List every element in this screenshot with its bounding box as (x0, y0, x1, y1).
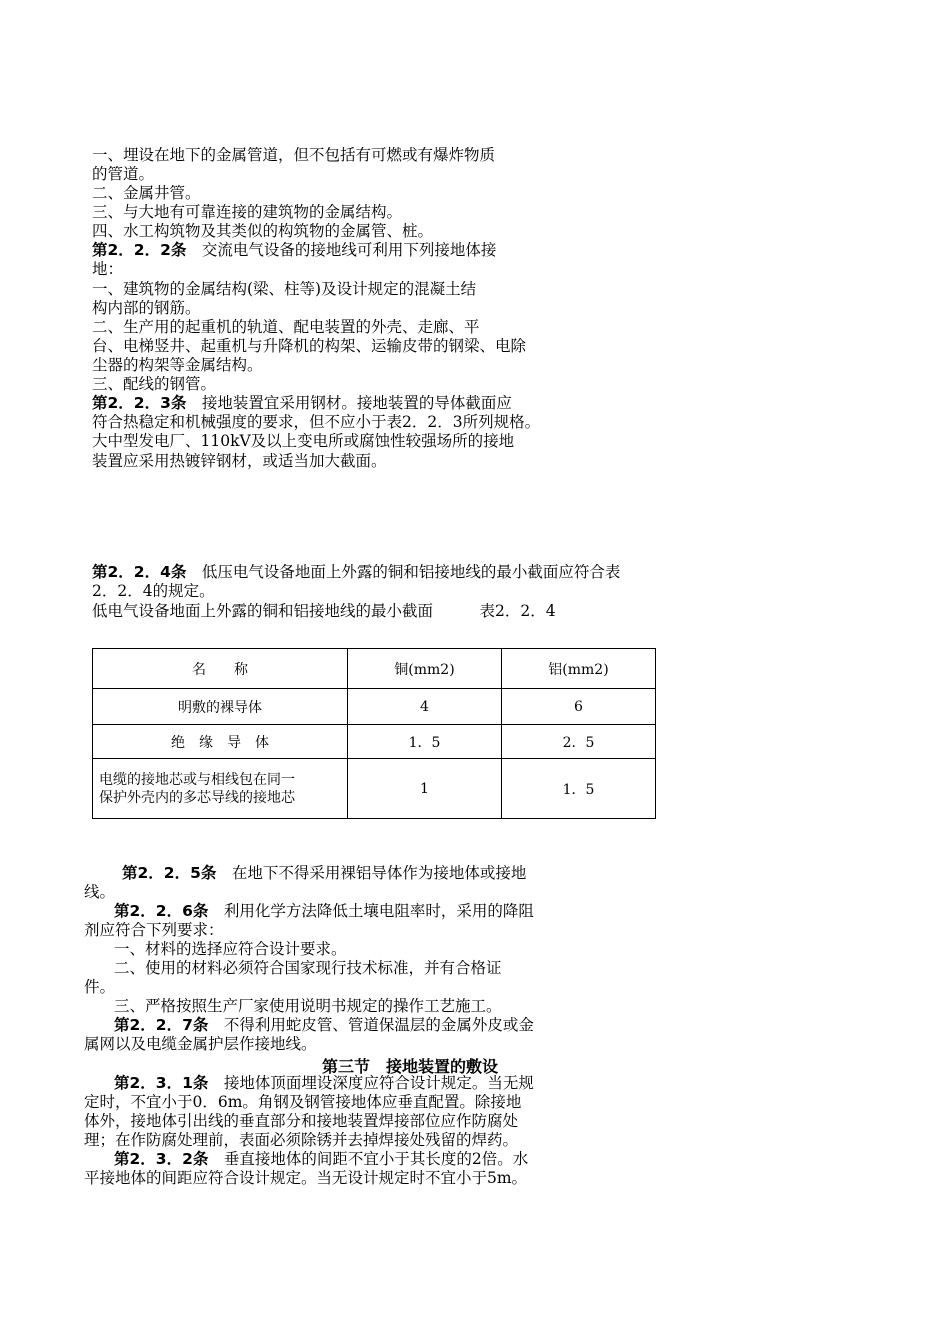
cell-aluminum: 6 (501, 689, 655, 725)
table-caption: 低电气设备地面上外露的铜和铝接地线的最小截面 表2．2．4 (92, 602, 556, 620)
article-number: 第2．3．2条 (114, 1150, 209, 1168)
article-text: 交流电气设备的接地线可利用下列接地体接 (186, 241, 497, 259)
article-2-2-5 (122, 864, 526, 883)
cell-name (93, 759, 348, 819)
min-section-table (92, 648, 656, 819)
text-line: 剂应符合下列要求： (84, 921, 224, 939)
article-text: 低压电气设备地面上外露的铜和铝接地线的最小截面应符合表 (186, 563, 621, 581)
cell-aluminum: 2．5 (501, 725, 655, 759)
article-text: 在地下不得采用裸铝导体作为接地体或接地 (216, 864, 527, 882)
header-copper: 铜(mm2) (348, 649, 502, 689)
text-line: 四、水工构筑物及其类似的构筑物的金属管、桩。 (92, 222, 434, 240)
table-header-row (93, 649, 656, 689)
article-2-2-7 (114, 1016, 534, 1035)
list-item: 件。 (84, 978, 116, 996)
article-text: 利用化学方法降低土壤电阻率时，采用的降阻 (208, 902, 534, 920)
text-line: 装置应采用热镀锌钢材，或适当加大截面。 (92, 452, 387, 470)
article-number: 第2．2．2条 (92, 241, 187, 259)
article-number: 第2．3．1条 (114, 1074, 209, 1092)
cell-name-line: 电缆的接地芯或与相线包在同一 (99, 771, 295, 788)
table-row (93, 689, 656, 725)
section-heading: 第三节 接地装置的敷设 (321, 1057, 498, 1076)
article-number: 第2．2．6条 (114, 902, 209, 920)
article-2-3-1 (114, 1074, 534, 1093)
table-row (93, 759, 656, 819)
text-line: 体外，接地体引出线的垂直部分和接地装置焊接部位应作防腐处 (84, 1112, 519, 1130)
header-name: 名 称 (93, 649, 348, 689)
text-line: 符合热稳定和机械强度的要求，但不应小于表2．2．3所列规格。 (92, 413, 541, 431)
text-line: 2．2．4的规定。 (92, 582, 215, 600)
cell-aluminum: 1．5 (501, 759, 655, 819)
table-row (93, 725, 656, 759)
article-2-2-6 (114, 902, 534, 921)
article-text: 接地装置宜采用钢材。接地装置的导体截面应 (186, 394, 512, 412)
article-2-3-2 (114, 1150, 528, 1169)
article-number: 第2．2．7条 (114, 1016, 209, 1034)
text-line: 二、生产用的起重机的轨道、配电装置的外壳、走廊、平 (92, 318, 480, 336)
cell-name: 绝 缘 导 体 (93, 725, 348, 759)
text-line: 线。 (84, 883, 116, 901)
text-line: 的管道。 (92, 165, 155, 183)
text-line: 定时，不宜小于0．6m。角钢及钢管接地体应垂直配置。除接地 (84, 1093, 522, 1111)
text-line: 地： (92, 260, 124, 278)
article-number: 第2．2．4条 (92, 563, 187, 581)
cell-name-line: 保护外壳内的多芯导线的接地芯 (99, 789, 295, 806)
text-line: 二、金属井管。 (92, 184, 201, 202)
text-line: 理；在作防腐处理前，表面必须除锈并去掉焊接处残留的焊药。 (84, 1131, 519, 1149)
text-line: 台、电梯竖井、起重机与升降机的构架、运输皮带的钢梁、电除 (92, 337, 527, 355)
cell-copper: 1．5 (348, 725, 502, 759)
list-item: 二、使用的材料必须符合国家现行技术标准，并有合格证 (114, 959, 502, 977)
list-item: 一、材料的选择应符合设计要求。 (114, 940, 347, 958)
header-aluminum: 铝(mm2) (501, 649, 655, 689)
text-line: 尘器的构架等金属结构。 (92, 356, 263, 374)
text-line: 平接地体的间距应符合设计规定。当无设计规定时不宜小于5m。 (84, 1169, 528, 1187)
list-item: 三、严格按照生产厂家使用说明书规定的操作工艺施工。 (114, 997, 502, 1015)
text-line: 三、与大地有可靠连接的建筑物的金属结构。 (92, 203, 403, 221)
cell-name: 明敷的裸导体 (93, 689, 348, 725)
text-line: 构内部的钢筋。 (92, 299, 201, 317)
article-number: 第2．2．3条 (92, 394, 187, 412)
article-text: 垂直接地体的间距不宜小于其长度的2倍。水 (208, 1150, 529, 1168)
article-2-2-3 (92, 394, 512, 413)
article-2-2-2 (92, 241, 496, 260)
article-2-2-4 (92, 563, 620, 582)
text-line: 三、配线的钢管。 (92, 375, 217, 393)
article-text: 接地体顶面埋设深度应符合设计规定。当无规 (208, 1074, 534, 1092)
cell-copper: 4 (348, 689, 502, 725)
text-line: 一、建筑物的金属结构(梁、柱等)及设计规定的混凝土结 (92, 280, 477, 298)
text-line: 一、埋设在地下的金属管道，但不包括有可燃或有爆炸物质 (92, 146, 496, 164)
article-number: 第2．2．5条 (122, 864, 217, 882)
text-line: 属网以及电缆金属护层作接地线。 (84, 1035, 317, 1053)
text-line: 大中型发电厂、110kV及以上变电所或腐蚀性较强场所的接地 (92, 432, 515, 450)
cell-copper: 1 (348, 759, 502, 819)
article-text: 不得利用蛇皮管、管道保温层的金属外皮或金 (208, 1016, 534, 1034)
